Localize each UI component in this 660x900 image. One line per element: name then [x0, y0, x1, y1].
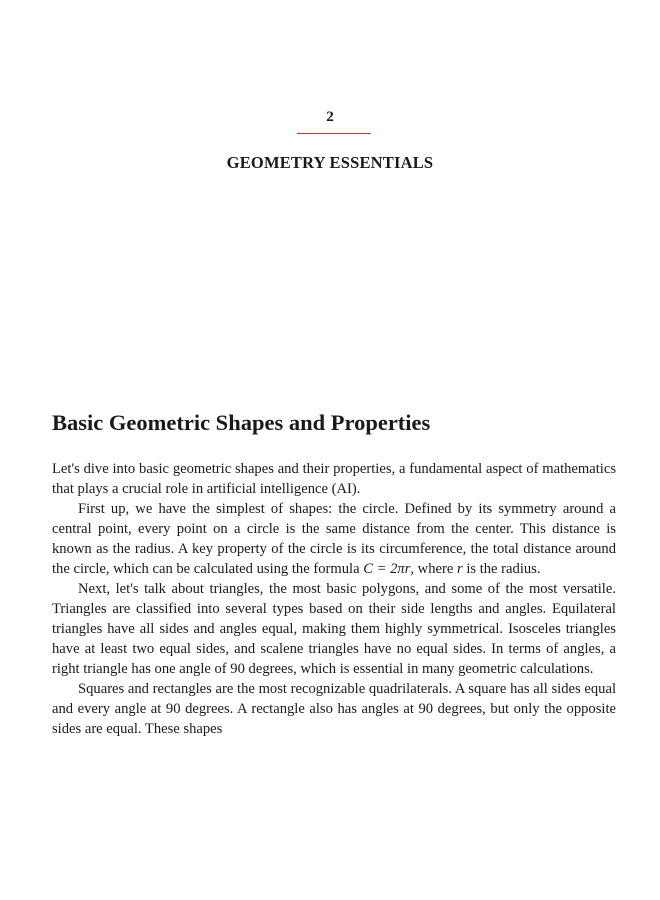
circumference-formula: C = 2πr — [363, 561, 411, 577]
paragraph-1: Let's dive into basic geometric shapes and their properties, a fundamental aspect of mathematics that plays a crucial role in artificial intelligence (AI). — [52, 461, 616, 497]
section-heading: Basic Geometric Shapes and Properties — [52, 410, 431, 435]
paragraph-2-text-a: First up, we have the simplest of shapes: the circle. Defined by its symmetry around a central point, every point on a circle is the same distance from the center. This distance is known as the radius. A key property of the circle is its circumference, the total distance around the circle, which can be calculated using the formula — [52, 501, 616, 577]
paragraph-2-text-b: , where — [410, 561, 457, 577]
paragraph-2-text-c: is the radius. — [462, 561, 541, 577]
chapter-title: GEOMETRY ESSENTIALS — [226, 153, 434, 172]
paragraph-3: Next, let's talk about triangles, the most basic polygons, and some of the most versatile. Triangles are classified into several types based on their side lengths and angles. Equilateral triangles have all sides and angles equal, making them highly symmetrical. Isosceles triangles have at least two equal sides, and scalene triangles have no equal sides. In terms of angles, a right triangle has one angle of 90 degrees, which is essential in many geometric calculations. — [52, 581, 616, 677]
body-text — [52, 459, 616, 739]
chapter-number: 2 — [326, 109, 334, 125]
paragraph-4: Squares and rectangles are the most recognizable quadrilaterals. A square has all sides equal and every angle at 90 degrees. A rectangle also has angles at 90 degrees, but only the opposite sides are equal. These shapes — [52, 681, 616, 737]
chapter-divider — [297, 133, 371, 134]
paragraph-2 — [52, 499, 616, 579]
radius-variable: r — [456, 561, 463, 577]
